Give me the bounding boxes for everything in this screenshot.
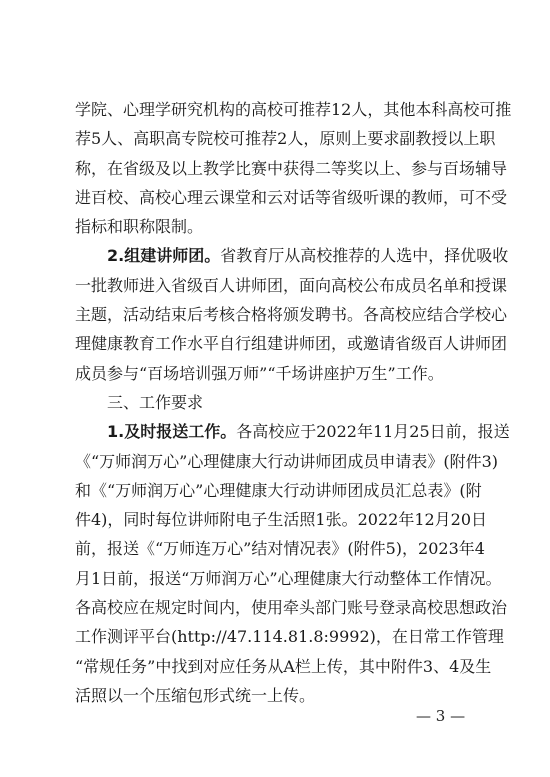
document-body xyxy=(75,95,512,710)
text-line: 称，在省级及以上教学比赛中获得二等奖以上、参与百场辅导 xyxy=(75,158,508,178)
text-span: 省教育厅从高校推荐的人选中，择优吸收 xyxy=(220,246,509,266)
text-line: “常规任务”中找到对应任务从A栏上传，其中附件3、4及生 xyxy=(75,656,492,676)
text-line: 活照以一个压缩包形式统一上传。 xyxy=(75,685,316,705)
text-line: 一批教师进入省级百人讲师团，面向高校公布成员名单和授课 xyxy=(75,275,508,295)
text-line: 工作测评平台(http://47.114.81.8:9992)，在日常工作管理 xyxy=(75,627,504,647)
text-span: 各高校应于2022年11月25日前，报送 xyxy=(236,422,510,442)
paragraph-2-first-line xyxy=(75,241,509,270)
text-line: 件4)，同时每位讲师附电子生活照1张。2022年12月20日 xyxy=(75,510,488,530)
text-line: 荐5人、高职高专院校可推荐2人，原则上要求副教授以上职 xyxy=(75,129,496,149)
text-line: 和《“万师润万心”心理健康大行动讲师团成员汇总表》(附 xyxy=(75,480,482,500)
text-line: 指标和职称限制。 xyxy=(75,217,204,237)
subheading-lecturer-team: 2.组建讲师团。 xyxy=(107,246,221,266)
text-line: 前，报送《“万师连万心”结对情况表》(附件5)，2023年4 xyxy=(75,539,485,559)
subheading-timely-submission: 1.及时报送工作。 xyxy=(107,422,237,442)
text-line: 成员参与“百场培训强万师”“千场讲座护万生”工作。 xyxy=(75,363,444,383)
text-line: 《“万师润万心”心理健康大行动讲师团成员申请表》(附件3) xyxy=(75,451,499,471)
text-line: 月1日前，报送“万师润万心”心理健康大行动整体工作情况。 xyxy=(75,568,502,588)
paragraph-3-first-line xyxy=(75,417,510,446)
text-line: 理健康教育工作水平自行组建讲师团，或邀请省级百人讲师团 xyxy=(75,334,508,354)
text-line: 主题，活动结束后考核合格将颁发聘书。各高校应结合学校心 xyxy=(75,305,508,325)
section-heading-work-requirements: 三、工作要求 xyxy=(107,392,204,412)
page-number: — 3 — xyxy=(416,707,466,725)
text-line: 各高校应在规定时间内，使用牵头部门账号登录高校思想政治 xyxy=(75,598,508,618)
text-line: 进百校、高校心理云课堂和云对话等省级听课的教师，可不受 xyxy=(75,187,508,207)
text-line: 学院、心理学研究机构的高校可推荐12人，其他本科高校可推 xyxy=(75,100,512,119)
